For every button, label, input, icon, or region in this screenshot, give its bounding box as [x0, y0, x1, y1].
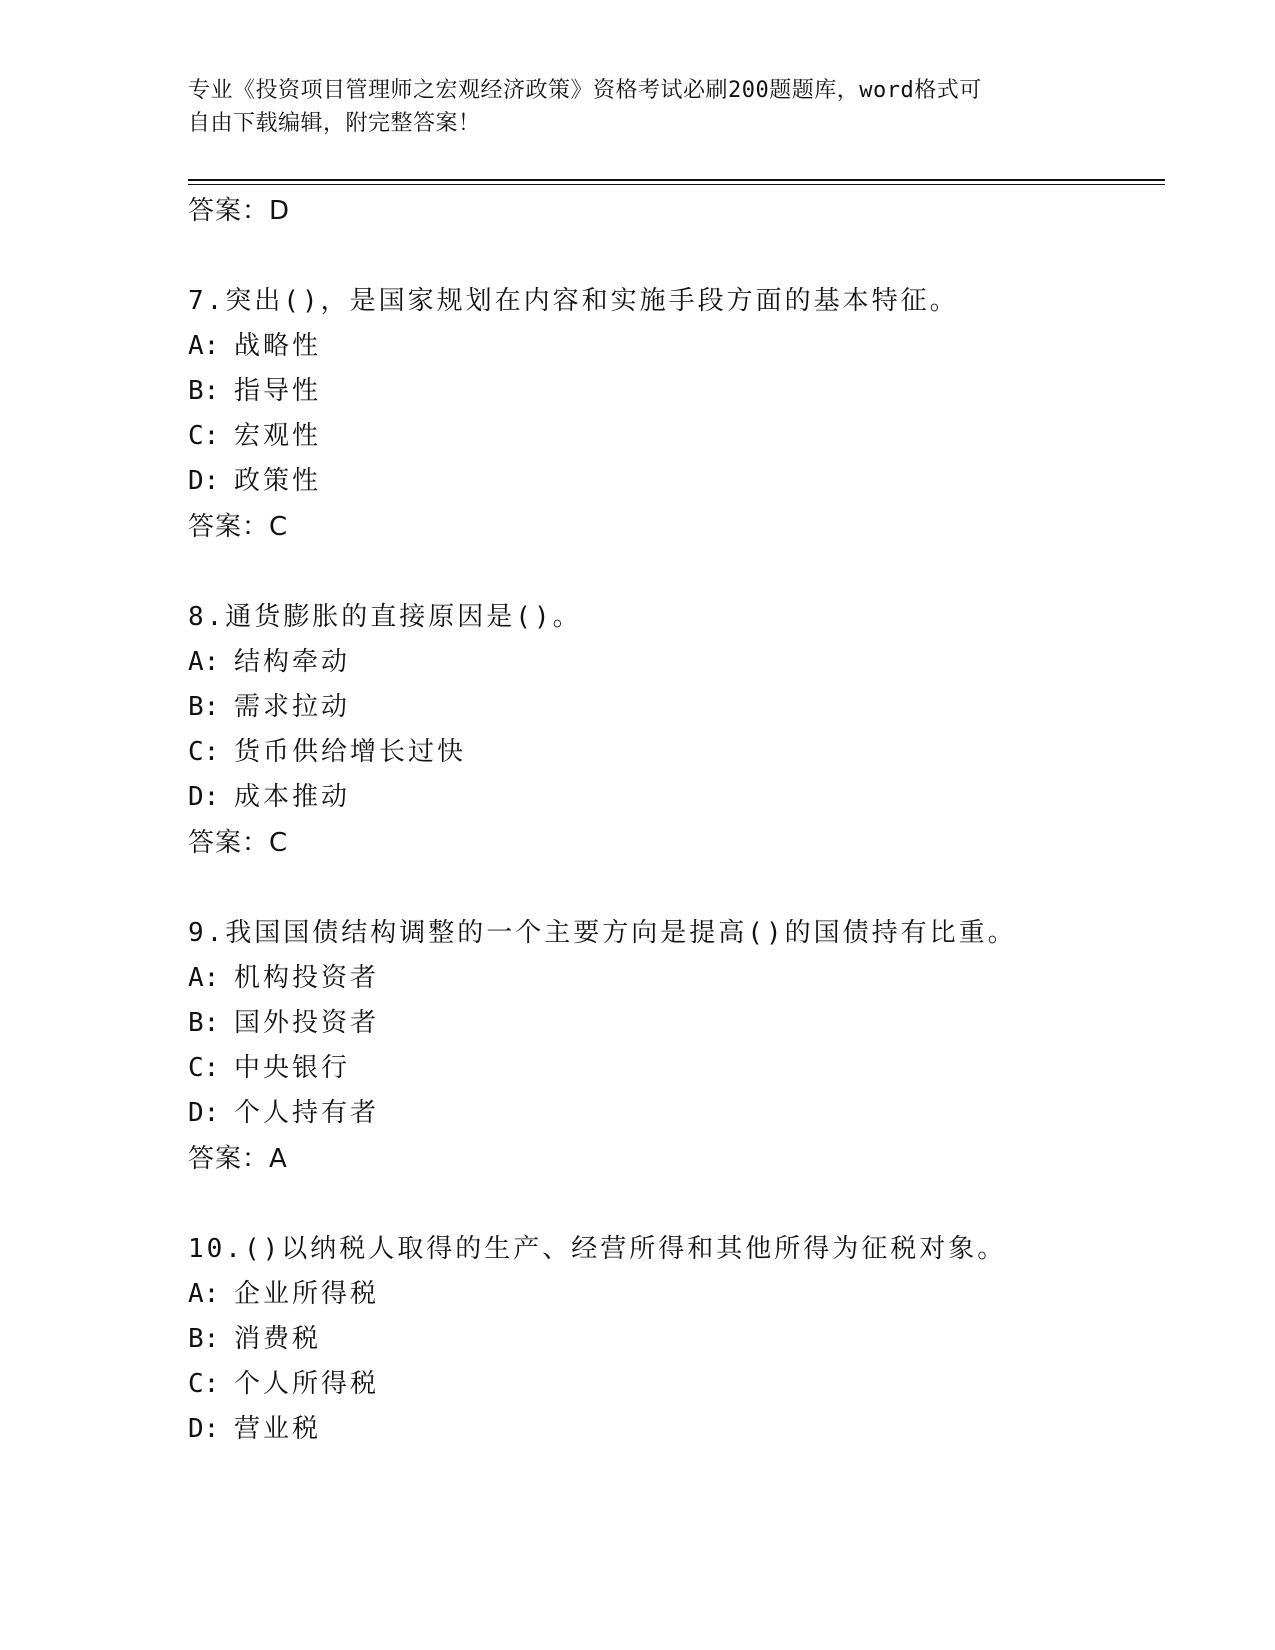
question-text: 9.我国国债结构调整的一个主要方向是提高()的国债持有比重。	[188, 918, 1017, 948]
option-letter: C:	[188, 1053, 220, 1083]
option-a	[188, 324, 1165, 369]
option-text: 指导性	[234, 376, 322, 406]
option-letter: C:	[188, 1369, 220, 1399]
question-block	[188, 910, 1165, 1226]
document-header	[188, 74, 1088, 140]
option-d	[188, 459, 1165, 504]
previous-answer: 答案：D	[188, 196, 291, 226]
option-letter: D:	[188, 466, 220, 496]
header-rule-thin	[188, 184, 1165, 185]
option-text: 个人所得税	[234, 1369, 380, 1399]
option-text: 结构牵动	[234, 647, 351, 677]
option-letter: A:	[188, 963, 220, 993]
header-rule-thick	[188, 179, 1165, 181]
option-letter: A:	[188, 647, 220, 677]
question-block	[188, 594, 1165, 910]
option-a	[188, 956, 1165, 1001]
option-b	[188, 1317, 1165, 1362]
option-text: 需求拉动	[234, 692, 351, 722]
spacer	[188, 866, 1165, 910]
option-letter: A:	[188, 1279, 220, 1309]
option-b	[188, 1001, 1165, 1046]
option-letter: D:	[188, 782, 220, 812]
spacer	[188, 550, 1165, 594]
option-text: 消费税	[234, 1324, 322, 1354]
option-c	[188, 1362, 1165, 1407]
option-text: 营业税	[234, 1414, 322, 1444]
header-line-2: 自由下载编辑，附完整答案！	[188, 111, 481, 136]
option-text: 中央银行	[234, 1053, 351, 1083]
option-text: 机构投资者	[234, 963, 380, 993]
option-b	[188, 369, 1165, 414]
option-letter: B:	[188, 1008, 220, 1038]
option-text: 成本推动	[234, 782, 351, 812]
option-text: 货币供给增长过快	[234, 737, 467, 767]
header-line-1: 专业《投资项目管理师之宏观经济政策》资格考试必刷200题题库，word格式可	[188, 78, 982, 103]
option-d	[188, 1091, 1165, 1136]
option-text: 政策性	[234, 466, 322, 496]
option-text: 战略性	[234, 331, 322, 361]
answer-line: 答案：C	[188, 512, 289, 542]
option-c	[188, 414, 1165, 459]
option-letter: B:	[188, 692, 220, 722]
option-b	[188, 685, 1165, 730]
option-text: 个人持有者	[234, 1098, 380, 1128]
spacer	[188, 234, 1165, 278]
option-c	[188, 730, 1165, 775]
question-text: 10.()以纳税人取得的生产、经营所得和其他所得为征税对象。	[188, 1234, 1007, 1264]
option-d	[188, 775, 1165, 820]
question-block	[188, 278, 1165, 594]
option-d	[188, 1407, 1165, 1452]
option-c	[188, 1046, 1165, 1091]
question-list	[188, 188, 1165, 1452]
option-letter: C:	[188, 737, 220, 767]
option-text: 国外投资者	[234, 1008, 380, 1038]
spacer	[188, 1182, 1165, 1226]
question-text: 8.通货膨胀的直接原因是()。	[188, 602, 582, 632]
option-letter: C:	[188, 421, 220, 451]
option-letter: B:	[188, 1324, 220, 1354]
option-text: 企业所得税	[234, 1279, 380, 1309]
answer-line: 答案：A	[188, 1144, 288, 1174]
question-block	[188, 1226, 1165, 1452]
option-letter: A:	[188, 331, 220, 361]
option-a	[188, 1272, 1165, 1317]
option-letter: D:	[188, 1098, 220, 1128]
option-text: 宏观性	[234, 421, 322, 451]
option-a	[188, 640, 1165, 685]
option-letter: B:	[188, 376, 220, 406]
option-letter: D:	[188, 1414, 220, 1444]
answer-line: 答案：C	[188, 828, 289, 858]
question-text: 7.突出()，是国家规划在内容和实施手段方面的基本特征。	[188, 286, 959, 316]
